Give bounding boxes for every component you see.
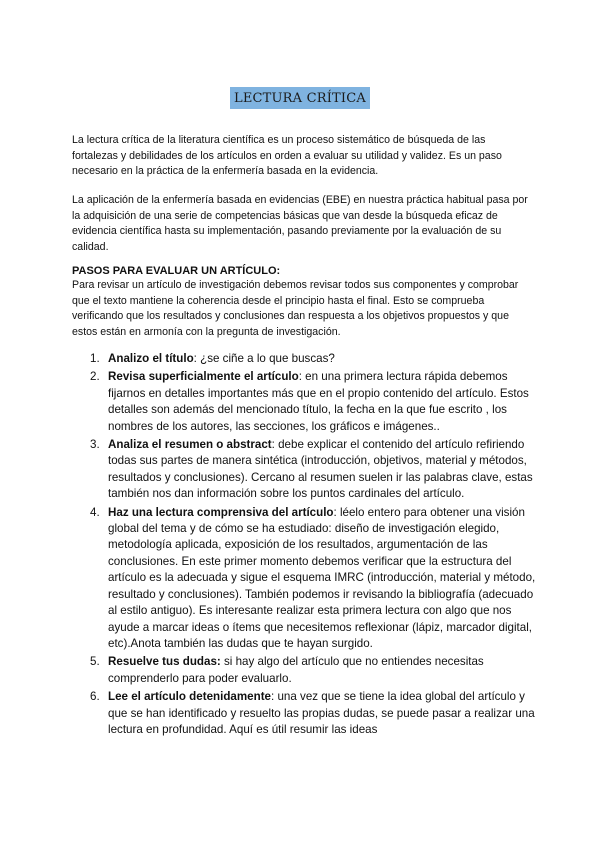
step-item xyxy=(72,437,542,503)
step-number: 3. xyxy=(90,438,100,452)
step-label: Revisa superficialmente el artículo xyxy=(108,370,299,384)
step-item xyxy=(72,654,542,687)
step-number: 4. xyxy=(90,505,100,519)
step-item xyxy=(72,351,542,367)
intro-paragraph-1: La lectura crítica de la literatura científica es un proceso sistemático de búsqueda de las fortalezas y debilidades de los artículos en orden a evaluar su utilidad y validez. Es un paso necesario en la práctica de la enfermería basada en la evidencia. xyxy=(72,134,502,177)
step-text: : ¿se ciñe a lo que buscas? xyxy=(193,352,335,365)
step-number: 2. xyxy=(90,370,100,384)
step-item xyxy=(72,689,542,738)
step-number: 6. xyxy=(90,690,100,704)
step-text: : en una primera lectura rápida debemos fijarnos en detalles importantes más que en el propio contenido del artículo. Estos detalles son además del mencionado título, la fecha en la que fue escrito , los nombres de los autores, las secciones, los gráficos e imágenes.. xyxy=(108,370,529,433)
intro-paragraph-2: La aplicación de la enfermería basada en evidencias (EBE) en nuestra práctica habitual pasa por la adquisición de una serie de competencias básicas que van desde la búsqueda eficaz de evidencia científica hasta su implementación, pasando previamente por la evaluación de su calidad. xyxy=(72,194,528,253)
step-text: si hay algo del artículo que no entiendes necesitas comprenderlo para poder evaluarlo. xyxy=(108,655,484,685)
step-label: Analizo el título xyxy=(108,352,194,365)
step-text: : una vez que se tiene la idea global del artículo y que se han identificado y resuelto las propias dudas, se puede pasar a realizar una lectura en profundidad. Aquí es útil resumir las ideas xyxy=(108,690,535,736)
step-item xyxy=(72,505,542,653)
step-text: : léelo entero para obtener una visión global del tema y de cómo se ha estudiado: diseño de investigación elegido, metodología aplicada, exposición de los resultados, argumentación de las conclusiones. En este primer momento debemos verificar que la estructura del artículo es la adecuada y sigue el esquema IMRC (introducción, material y método, resultado y conclusiones). También podemos ir revisando la bibliografía (adecuado al estilo antiguo). Es interesante realizar esta primera lectura con algo que nos ayude a marcar ideas o ítems que necesitemos reflexionar (lápiz, marcador digital, etc).Anota también las dudas que te hayan surgido. xyxy=(108,505,536,650)
section-heading: PASOS PARA EVALUAR UN ARTÍCULO: xyxy=(72,265,281,277)
document-title: LECTURA CRÍTICA xyxy=(230,87,370,109)
step-item xyxy=(72,369,542,435)
step-label: Haz una lectura comprensiva del artículo xyxy=(108,505,334,519)
steps-list xyxy=(72,351,542,740)
step-label: Analiza el resumen o abstract xyxy=(108,438,272,452)
step-number: 1. xyxy=(90,352,100,365)
step-label: Lee el artículo detenidamente xyxy=(108,690,272,704)
step-text: : debe explicar el contenido del artículo refiriendo todas sus partes de manera sintética (introducción, objetivos, material y métodos, resultados y conclusiones). Cercano al resumen suelen ir las palabras clave, estas también nos dan información sobre los puntos cardinales del artículo. xyxy=(108,438,533,501)
title-wrapper xyxy=(0,87,600,109)
section-paragraph: Para revisar un artículo de investigación debemos revisar todos sus componentes y comprobar que el texto mantiene la coherencia desde el principio hasta el final. Esto se comprueba verificando que los resultados y conclusiones dan respuesta a los objetivos propuestos y que estos están en armonía con la pregunta de investigación. xyxy=(72,279,519,338)
step-label: Resuelve tus dudas: xyxy=(108,655,221,669)
step-number: 5. xyxy=(90,655,100,669)
